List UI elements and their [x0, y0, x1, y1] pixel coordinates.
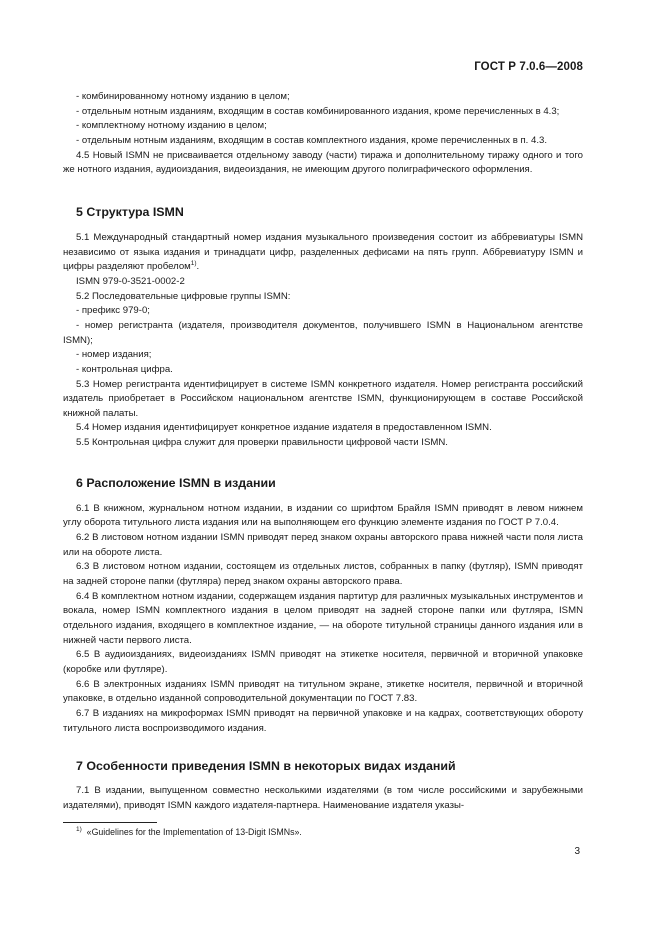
page-number: 3 [574, 846, 580, 857]
paragraph-6-3: 6.3 В листовом нотном издании, состоящем из отдельных листов, собранных в папку (футляр), ISMN приводят на задней стороне папки (футляра) перед знаком охраны авторского права. [63, 561, 583, 588]
list-item: - номер регистранта (издателя, производителя документов, получившего ISMN в Национальном агентстве ISMN); [63, 319, 583, 346]
paragraph-6-6: 6.6 В электронных изданиях ISMN приводят на титульном экране, этикетке носителя, первичной и вторичной упаковке, в отдельно изданной сопроводительной документации по ГОСТ 7.83. [63, 678, 583, 705]
list-item: - комплектному нотному изданию в целом; [76, 120, 267, 132]
list-item: - комбинированному нотному изданию в целом; [76, 91, 290, 102]
paragraph-4-5: 4.5 Новый ISMN не присваивается отдельному заводу (части) тиража и дополнительному тиражу одного и того же нотного издания, аудиоиздания, видеоиздания, не имеющим другого полиграфического оформления. [63, 149, 583, 176]
paragraph-6-1: 6.1 В книжном, журнальном нотном издании, в издании со шрифтом Брайля ISMN приводят в левом нижнем углу оборота титульного листа издания или на выполняющем его функцию элементе издания по ГОСТ Р 7.0.4. [63, 502, 583, 529]
section-6-heading: 6 Расположение ISMN в издании [76, 475, 276, 490]
section-7-heading: 7 Особенности приведения ISMN в некоторых видах изданий [76, 759, 456, 774]
list-item: - отдельным нотным изданиям, входящим в состав комплектного издания, кроме перечисленных в п. 4.3. [76, 134, 547, 146]
footnote-ref: 1) [190, 260, 197, 268]
paragraph-5-3: 5.3 Номер регистранта идентифицирует в системе ISMN конкретного издателя. Номер регистранта российский издатель приобретает в Российском национальном агентстве ISMN, функционирующем в составе Российской книжной палаты. [63, 378, 583, 419]
paragraph-6-4: 6.4 В комплектном нотном издании, содержащем издания партитур для различных музыкальных инструментов и вокала, номер ISMN комплектного издания в целом приводят на задней стороне папки или футляра, ISMN отдельного издания, входящего в комплектное издание, — на обороте титульной страницы данного издания или в нижней части первого листа. [63, 590, 583, 646]
paragraph-7-1: 7.1 В издании, выпущенном совместно несколькими издателями (в том числе российскими и зарубежными издателями), приводят ISMN каждого издателя-партнера. Наименование издателя указы- [63, 785, 583, 811]
paragraph-6-2: 6.2 В листовом нотном издании ISMN приводят перед знаком охраны авторского права нижней части поля листа или на обороте листа. [63, 532, 583, 558]
list-item: - префикс 979-0; [76, 305, 150, 317]
footnote-divider [63, 822, 157, 823]
paragraph-5-1-end: . [196, 261, 200, 273]
footnote-text: «Guidelines for the Implementation of 13-Digit ISMNs». [86, 827, 302, 837]
standard-header: ГОСТ Р 7.0.6—2008 [474, 61, 583, 73]
footnote-mark: 1) [76, 826, 82, 833]
paragraph-5-2: 5.2 Последовательные цифровые группы ISMN: [76, 290, 291, 302]
list-item: - номер издания; [76, 349, 152, 361]
paragraph-6-7: 6.7 В изданиях на микроформах ISMN приводят на первичной упаковке и на кадрах, соответствующих обороту титульного листа воспроизводимого издания. [63, 707, 583, 734]
footnote [76, 826, 302, 838]
list-item: - контрольная цифра. [76, 363, 173, 375]
ismn-example: ISMN 979-0-3521-0002-2 [76, 275, 185, 287]
paragraph-5-5: 5.5 Контрольная цифра служит для проверки правильности цифровой части ISMN. [76, 437, 448, 449]
list-item: - отдельным нотным изданиям, входящим в состав комбинированного издания, кроме перечисленных в 4.3; [76, 105, 560, 117]
paragraph-5-1-text: 5.1 Международный стандартный номер издания музыкального произведения состоит из аббревиатуры ISMN независимо от языка издания и тринадцати цифр, разделенных дефисами на пять групп. Аббревиатуру ISMN и цифры разделяют пробелом [63, 231, 583, 273]
section-5-heading: 5 Структура ISMN [76, 204, 184, 219]
paragraph-5-4: 5.4 Номер издания идентифицирует конкретное издание издателя в предоставленном ISMN. [76, 422, 492, 434]
paragraph-6-5: 6.5 В аудиоизданиях, видеоизданиях ISMN приводят на этикетке носителя, первичной и вторичной упаковке (коробке или футляре). [63, 649, 583, 675]
paragraph-5-1 [63, 231, 583, 275]
page-content [63, 90, 583, 814]
